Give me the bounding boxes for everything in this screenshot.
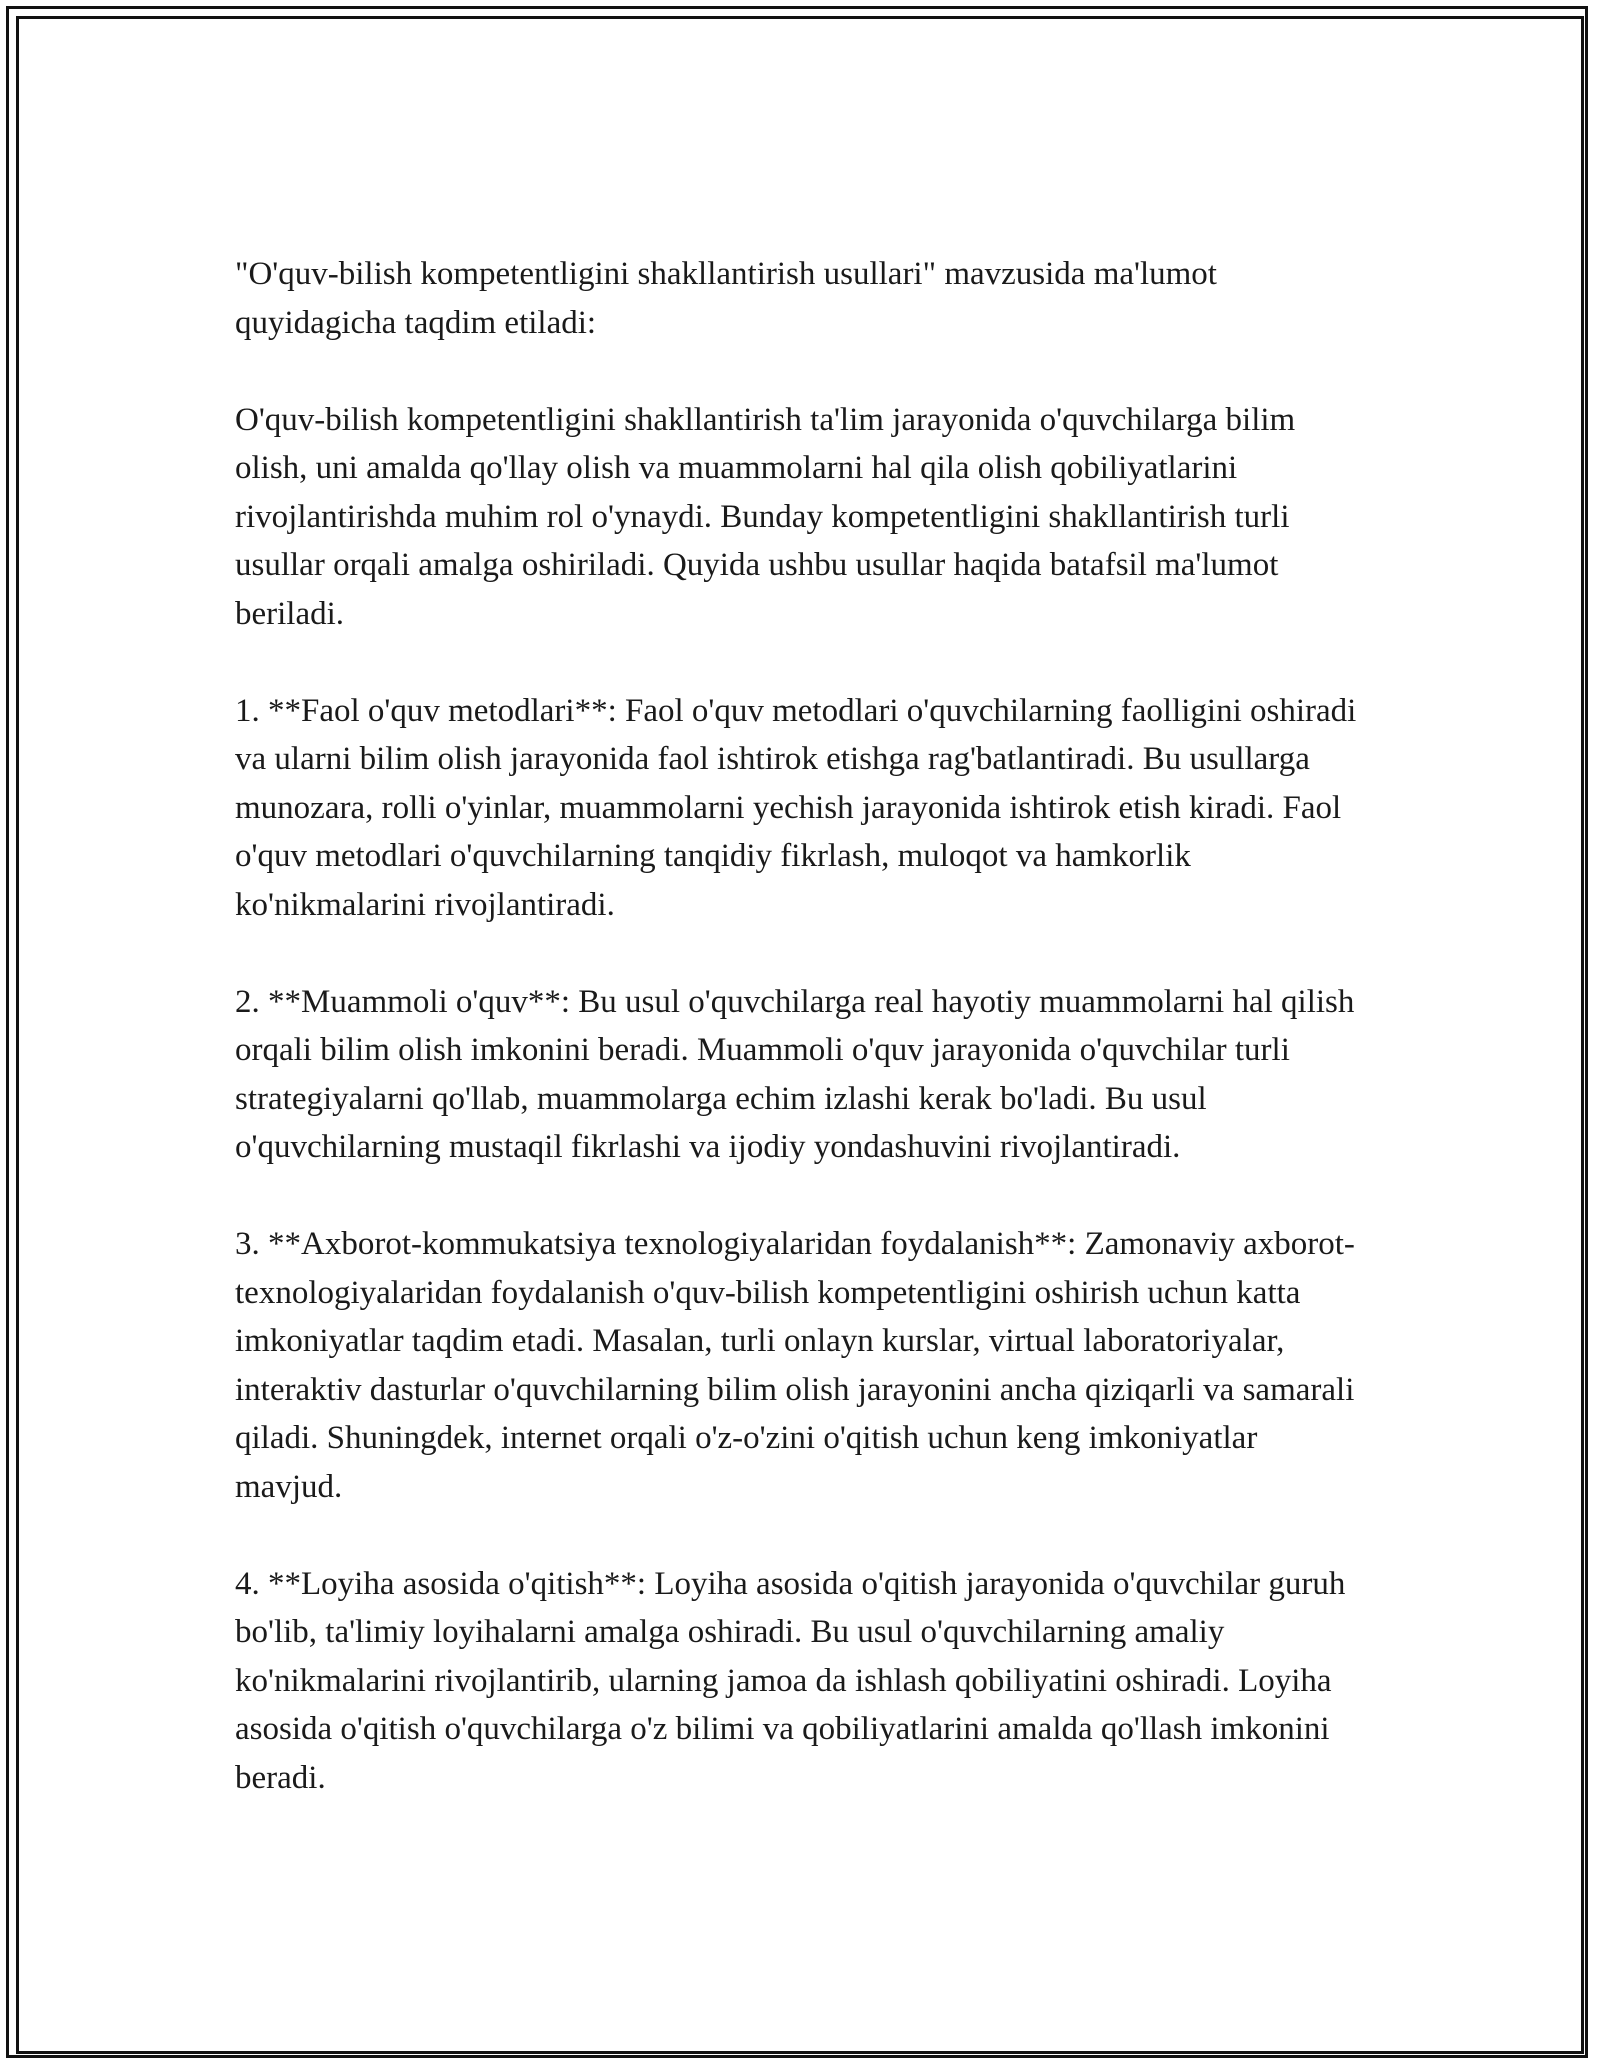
list-item-active-methods: 1. **Faol o'quv metodlari**: Faol o'quv metodlari o'quvchilarning faolligini oshiradi va ularni bilim olish jarayonida faol ishtirok etishga rag'batlantiradi. Bu usullarga munozara, rolli o'yinlar, muammolarni yechish jarayonida ishtirok etish kiradi. Faol o'quv metodlari o'quvchilarning tanqidiy fikrlash, muloqot va hamkorlik ko'nikmalarini rivojlantiradi. [235,692,1357,923]
document-body [235,250,1370,1802]
overview-paragraph: O'quv-bilish kompetentligini shakllantirish ta'lim jarayonida o'quvchilarga bilim olish, uni amalda qo'llay olish va muammolarni hal qila olish qobiliyatlarini rivojlantirishda muhim rol o'ynaydi. Bunday kompetentligini shakllantirish turli usullar orqali amalga oshiriladi. Quyida ushbu usullar haqida batafsil ma'lumot beriladi. [235,401,1296,632]
list-item-project-learning: 4. **Loyiha asosida o'qitish**: Loyiha asosida o'qitish jarayonida o'quvchilar guruh bo'lib, ta'limiy loyihalarni amalga oshiradi. Bu usul o'quvchilarning amaliy ko'nikmalarini rivojlantirib, ularning jamoa da ishlash qobiliyatini oshiradi. Loyiha asosida o'qitish o'quvchilarga o'z bilimi va qobiliyatlarini amalda qo'llash imkonini beradi. [235,1565,1346,1796]
list-item-ict-usage: 3. **Axborot-kommukatsiya texnologiyalaridan foydalanish**: Zamonaviy axborot-texnologiyalaridan foydalanish o'quv-bilish kompetentligini oshirish uchun katta imkoniyatlar taqdim etadi. Masalan, turli onlayn kurslar, virtual laboratoriyalar, interaktiv dasturlar o'quvchilarning bilim olish jarayonini ancha qiziqarli va samarali qiladi. Shuningdek, internet orqali o'z-o'zini o'qitish uchun keng imkoniyatlar mavjud. [235,1226,1355,1505]
list-item-problem-learning: 2. **Muammoli o'quv**: Bu usul o'quvchilarga real hayotiy muammolarni hal qilish orqali bilim olish imkonini beradi. Muammoli o'quv jarayonida o'quvchilar turli strategiyalarni qo'llab, muammolarga echim izlashi kerak bo'ladi. Bu usul o'quvchilarning mustaqil fikrlashi va ijodiy yondashuvini rivojlantiradi. [235,983,1355,1165]
intro-paragraph: "O'quv-bilish kompetentligini shakllantirish usullari" mavzusida ma'lumot quyidagicha taqdim etiladi: [235,256,1217,341]
